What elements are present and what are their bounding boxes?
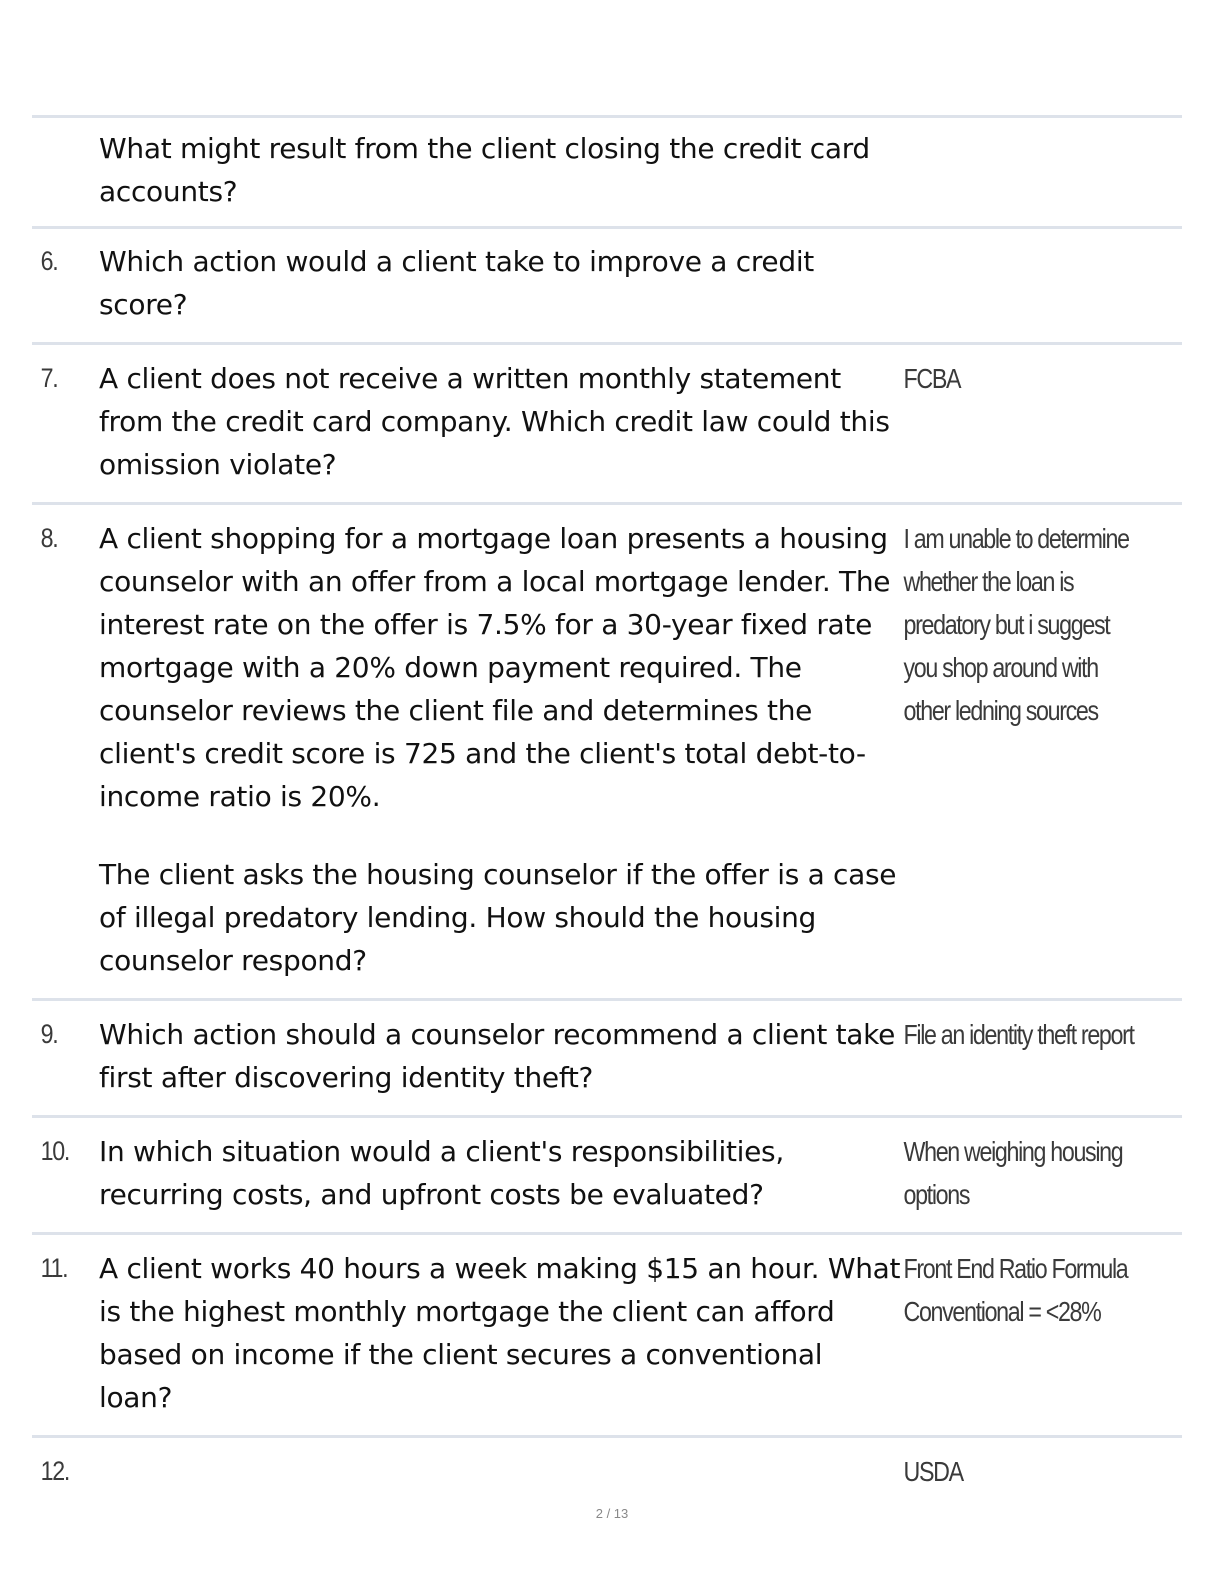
question-number: 10. xyxy=(40,1136,70,1166)
question-paragraph: Which action should a counselor recommend a client take first after discovering identity theft? xyxy=(99,1018,896,1094)
table-row xyxy=(32,998,1182,1115)
question-paragraph: A client does not receive a written monthly statement from the credit card company. Which credit law could this omission violate? xyxy=(99,362,890,481)
question-text xyxy=(99,240,901,326)
table-row xyxy=(32,502,1182,998)
table-row xyxy=(32,342,1182,502)
table-row xyxy=(32,115,1182,226)
table-row xyxy=(32,1435,1182,1505)
page-indicator: 2 / 13 xyxy=(595,1506,629,1521)
answer-text: When weighing housing options xyxy=(903,1136,1123,1210)
question-paragraph: A client shopping for a mortgage loan presents a housing counselor with an offer from a local mortgage lender. The interest rate on the offer is 7.5% for a 30-year fixed rate mortgage with a 20% down payment required. The counselor reviews the client file and determines the client's credit score is 725 and the client's total debt-to-income ratio is 20%. xyxy=(99,522,891,813)
question-text xyxy=(99,517,901,982)
answer-text: Front End Ratio Formula Conventional = <28% xyxy=(903,1253,1128,1327)
table-row xyxy=(32,1115,1182,1232)
question-text xyxy=(99,127,901,213)
answer-text: USDA xyxy=(903,1456,963,1487)
question-number: 12. xyxy=(40,1456,70,1486)
question-number: 7. xyxy=(40,363,58,393)
question-paragraph: What might result from the client closing the credit card accounts? xyxy=(99,132,870,208)
table-row xyxy=(32,1232,1182,1435)
question-number: 11. xyxy=(40,1253,68,1283)
question-number: 8. xyxy=(40,523,58,553)
answer-text: File an identity theft report xyxy=(903,1019,1134,1050)
question-number: 9. xyxy=(40,1019,58,1049)
question-text xyxy=(99,1013,901,1099)
question-paragraph: Which action would a client take to improve a credit score? xyxy=(99,245,814,321)
question-text xyxy=(99,357,901,486)
question-paragraph: In which situation would a client's responsibilities, recurring costs, and upfront costs be evaluated? xyxy=(99,1135,784,1211)
question-text xyxy=(99,1130,901,1216)
question-paragraph: A client works 40 hours a week making $15 an hour. What is the highest monthly mortgage the client can afford based on income if the client secures a conventional loan? xyxy=(99,1252,901,1414)
answer-text: FCBA xyxy=(903,363,961,394)
table-row xyxy=(32,226,1182,342)
question-text xyxy=(99,1247,901,1419)
answer-text: I am unable to determine whether the loan is predatory but i suggest you shop around with other ledning sources xyxy=(903,523,1129,726)
qa-table xyxy=(32,115,1182,1505)
question-paragraph: The client asks the housing counselor if the offer is a case of illegal predatory lending. How should the housing counselor respond? xyxy=(99,858,897,977)
question-number: 6. xyxy=(40,246,58,276)
